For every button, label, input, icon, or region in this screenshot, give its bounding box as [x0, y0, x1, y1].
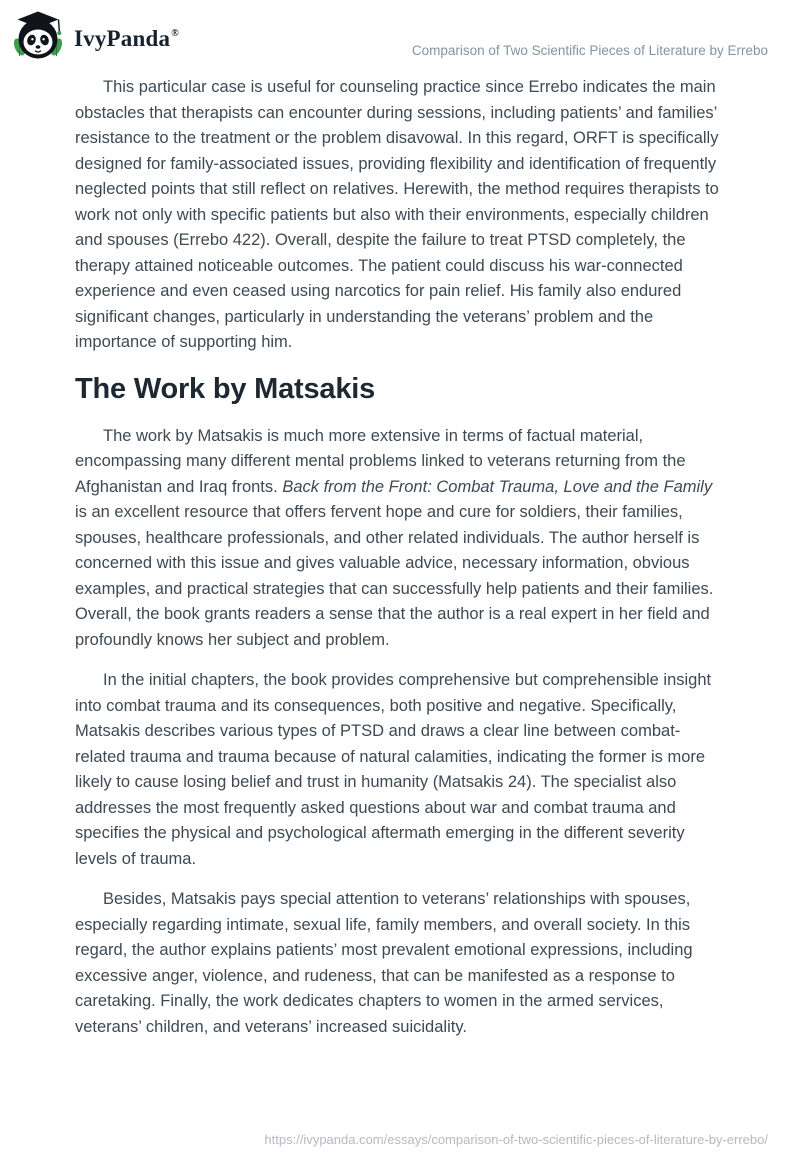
registered-trademark: ®: [171, 27, 179, 39]
paragraph-2-text-before: The work by Matsakis is much more extensive in terms of factual material, encompassing many different mental problems linked to veterans returning from the Afghanistan and Iraq fronts.: [75, 426, 686, 496]
header: [0, 0, 800, 64]
document-header-title: Comparison of Two Scientific Pieces of Literature by Errebo: [411, 43, 768, 58]
paragraph-3: In the initial chapters, the book provides comprehensive but comprehensible insight into combat trauma and its consequences, both positive and negative. Specifically, Matsakis describes various types of PTSD and draws a clear line between combat-related trauma and trauma because of natural calamities, indicating the former is more likely to cause losing belief and trust in humanity (Matsakis 24). The specialist also addresses the most frequently asked questions about war and combat trauma and specifies the physical and psychological aftermath emerging in the different severity levels of trauma.: [75, 671, 712, 868]
brand-name: [74, 21, 179, 50]
brand-logo[interactable]: [14, 8, 179, 62]
paragraph-2: [75, 424, 725, 654]
source-url: https://ivypanda.com/essays/comparison-of-two-scientific-pieces-of-literature-by-errebo/: [264, 1132, 768, 1147]
brand-name-text: IvyPanda: [74, 25, 171, 51]
book-title-italic: Back from the Front: Combat Trauma, Love and the Family: [282, 477, 713, 496]
section-heading: The Work by Matsakis: [75, 372, 376, 405]
essay-content: [75, 75, 725, 1040]
panda-graduate-icon: [14, 8, 62, 62]
paragraph-4: Besides, Matsakis pays special attention to veterans’ relationships with spouses, especially regarding intimate, sexual life, family members, and overall society. In this regard, the author explains patients’ most prevalent emotional expressions, including excessive anger, violence, and rudeness, that can be manifested as a response to caretaking. Finally, the work dedicates chapters to women in the armed services, veterans’ children, and veterans’ increased suicidality.: [75, 890, 693, 1036]
paragraph-1: This particular case is useful for counseling practice since Errebo indicates the main obstacles that therapists can encounter during sessions, including patients’ and families’ resistance to the treatment or the problem disavowal. In this regard, ORFT is specifically designed for family-associated issues, providing flexibility and identification of frequently neglected points that still reflect on relatives. Herewith, the method requires therapists to work not only with specific patients but also with their environments, especially children and spouses (Errebo 422). Overall, despite the failure to treat PTSD completely, the therapy attained noticeable outcomes. The patient could discuss his war-connected experience and even ceased using narcotics for pain relief. His family also endured significant changes, particularly in understanding the veterans’ problem and the importance of supporting him.: [75, 78, 719, 351]
paragraph-2-text-after: is an excellent resource that offers fervent hope and cure for soldiers, their families, spouses, healthcare professionals, and other related individuals. The author herself is concerned with this issue and gives valuable advice, necessary information, obvious examples, and practical strategies that can successfully help patients and their families. Overall, the book grants readers a sense that the author is a real expert in her field and profoundly knows her subject and problem.: [75, 503, 714, 649]
